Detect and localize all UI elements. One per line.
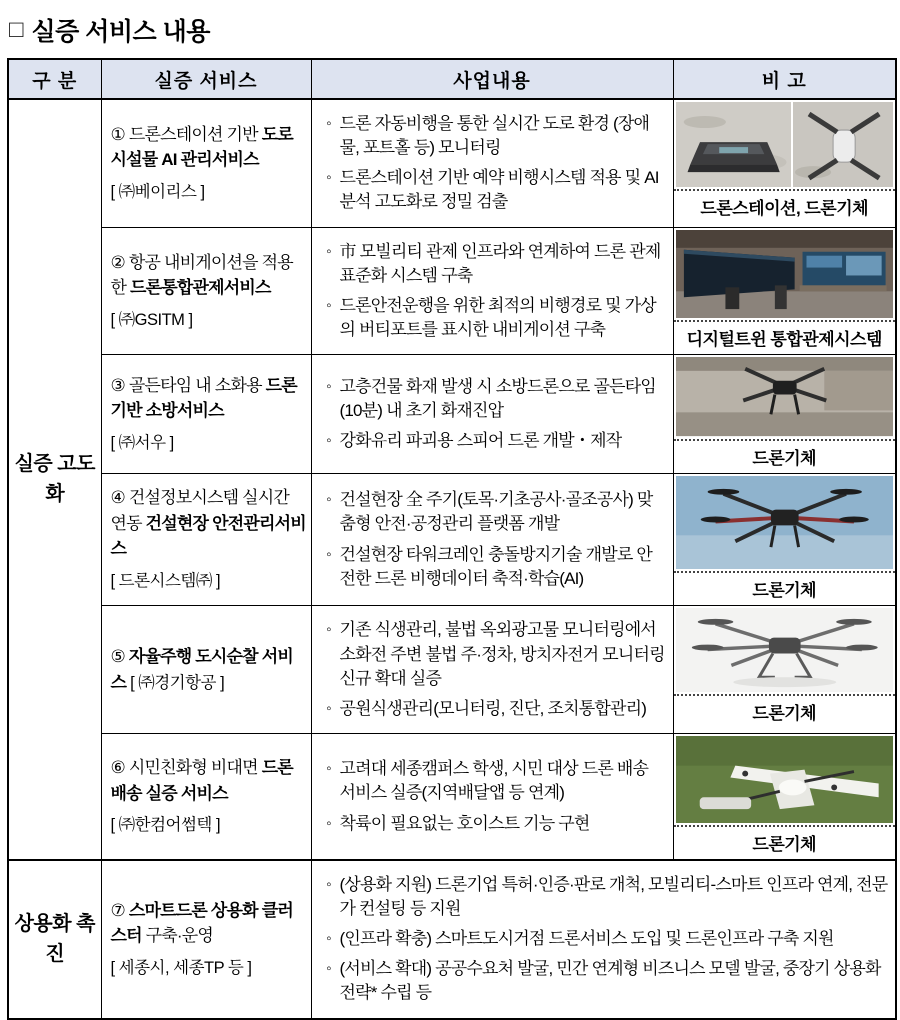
header-category: 구 분 — [8, 59, 101, 99]
drone-workshop-photo — [676, 357, 894, 436]
service-cell-2 — [101, 227, 311, 355]
list-item — [318, 812, 667, 836]
list-item — [318, 294, 667, 342]
remark-caption: 디지털트윈 통합관제시스템 — [674, 320, 896, 354]
list-item-text: 건설현장 타워크레인 충돌방지기술 개발로 안전한 드론 비행데이터 축적·학습(AI) — [339, 544, 653, 588]
service-text-bold: 스마트드론 상용화 클러스터 — [110, 900, 293, 946]
list-item — [318, 112, 667, 160]
list-item — [318, 543, 667, 591]
service-cell-3 — [101, 355, 311, 473]
service-org: [ ㈜한컴어썸텍 ] — [110, 816, 221, 835]
bullet-icon: ◦ — [326, 432, 331, 450]
remark-cell-2 — [673, 227, 896, 355]
remark-caption: 드론기체 — [674, 439, 896, 473]
remark-caption: 드론기체 — [674, 571, 896, 605]
list-item — [318, 429, 667, 453]
service-org: [ ㈜베이리스 ] — [110, 182, 205, 201]
header-remark: 비 고 — [673, 59, 896, 99]
hexacopter-sky-photo — [676, 476, 894, 570]
table-row — [8, 733, 896, 860]
list-item — [318, 488, 667, 536]
header-service: 실증 서비스 — [101, 59, 311, 99]
list-item-text: 공원식생관리(모니터링, 진단, 조치통합관리) — [339, 698, 647, 718]
list-item — [318, 618, 667, 690]
page-title-text: 실증 서비스 내용 — [31, 18, 210, 46]
remark-cell-5 — [673, 606, 896, 734]
list-item — [318, 375, 667, 423]
service-text: ⑤ — [110, 647, 129, 667]
bullet-icon: ◦ — [326, 621, 331, 639]
list-item-text: 드론스테이션 기반 예약 비행시스템 적용 및 AI 분석 고도화로 정밀 검출 — [339, 168, 659, 212]
group-cell-demo: 실증 고도화 — [8, 99, 101, 860]
service-cell-7 — [101, 860, 311, 1019]
service-text-bold: 자율주행 도시순찰 서비스 — [110, 647, 293, 692]
table-row — [8, 606, 896, 734]
list-item-text: 착륙이 필요없는 호이스트 기능 구현 — [339, 813, 590, 833]
list-item — [318, 166, 667, 214]
service-org: [ ㈜경기항공 ] — [130, 673, 225, 692]
list-item-text: 기존 식생관리, 불법 옥외광고물 모니터링에서 소화전 주변 불법 주·정차, 방치자전거 모니터링 신규 확대 실증 — [339, 620, 665, 688]
remark-caption: 드론기체 — [674, 825, 896, 859]
service-org: [ ㈜GSITM ] — [110, 310, 193, 329]
bullet-icon: ◦ — [326, 296, 331, 314]
list-item-text: (상용화 지원) 드론기업 특허·인증·판로 개척, 모빌리티-스마트 인프라 연계, 전문가 컨설팅 등 지원 — [339, 874, 888, 919]
service-text-bold: 드론통합관제서비스 — [130, 278, 271, 298]
list-item — [318, 697, 667, 721]
fixed-wing-drone-photo — [676, 736, 894, 823]
remark-cell-3 — [673, 355, 896, 473]
bullet-icon: ◦ — [326, 242, 331, 260]
list-item-text: (서비스 확대) 공공수요처 발굴, 민간 연계형 비즈니스 모델 발굴, 중장기 상용화 전략* 수립 등 — [339, 959, 881, 1003]
bullet-icon: ◦ — [326, 875, 331, 893]
service-table — [7, 58, 897, 1020]
list-item-text: (인프라 확충) 스마트도시거점 드론서비스 도입 및 드론인프라 구축 지원 — [339, 929, 834, 949]
service-text: ⑥ 시민친화형 비대면 — [110, 758, 262, 778]
table-row — [8, 99, 896, 227]
service-text: ⑦ — [110, 900, 129, 920]
list-item-text: 고층건물 화재 발생 시 소방드론으로 골든타임(10분) 내 초기 화재진압 — [339, 376, 656, 420]
service-text: ② 항공 내비게이션을 적용한 — [110, 252, 293, 298]
list-item — [318, 757, 667, 805]
list-item-text: 고려대 세종캠퍼스 학생, 시민 대상 드론 배송 서비스 실증(지역배달앱 등 연계) — [339, 759, 649, 803]
service-org: [ 세종시, 세종TP 등 ] — [110, 958, 252, 977]
bullet-icon: ◦ — [326, 377, 331, 395]
service-text-bold: 드론기반 소방서비스 — [110, 375, 297, 421]
remark-cell-6 — [673, 733, 896, 860]
remark-cell-1 — [673, 99, 896, 227]
content-cell-7 — [311, 860, 896, 1019]
list-item — [318, 873, 890, 921]
hexacopter-render-photo — [676, 608, 894, 692]
drone-station-photo — [676, 102, 791, 187]
header-business: 사업내용 — [311, 59, 673, 99]
list-item-text: 市 모빌리티 관제 인프라와 연계하여 드론 관제 표준화 시스템 구축 — [339, 241, 661, 285]
service-text-bold: 건설현장 안전관리서비스 — [110, 513, 306, 559]
service-text: ④ 건설정보시스템 실시간 연동 — [110, 488, 290, 533]
service-cell-1 — [101, 99, 311, 227]
service-org: [ 드론시스템㈜ ] — [110, 571, 221, 590]
bullet-icon: ◦ — [326, 115, 331, 132]
page-title — [7, 8, 895, 58]
list-item — [318, 927, 890, 951]
table-row — [8, 227, 896, 355]
content-cell-3 — [311, 355, 673, 473]
bullet-icon: ◦ — [326, 491, 331, 509]
service-cell-4 — [101, 473, 311, 606]
table-row — [8, 473, 896, 606]
content-cell-2 — [311, 227, 673, 355]
list-item-text: 강화유리 파괴용 스피어 드론 개발・제작 — [339, 431, 622, 451]
list-item — [318, 957, 890, 1005]
content-cell-6 — [311, 733, 673, 860]
content-cell-1 — [311, 99, 673, 227]
service-org: [ ㈜서우 ] — [110, 433, 174, 452]
service-text: ① 드론스테이션 기반 — [110, 124, 262, 144]
drone-photo — [793, 102, 893, 187]
bullet-icon: ◦ — [326, 545, 331, 563]
bullet-icon: ◦ — [326, 814, 331, 832]
list-item-text: 드론안전운행을 위한 최적의 비행경로 및 가상의 버티포트를 표시한 내비게이션 구축 — [339, 295, 656, 340]
service-text: ③ 골든타임 내 소화용 — [110, 375, 266, 395]
remark-caption: 드론스테이션, 드론기체 — [674, 189, 896, 223]
square-bullet-icon: □ — [9, 16, 24, 43]
list-item — [318, 240, 667, 288]
remark-cell-4 — [673, 473, 896, 606]
service-text-bold: 도로시설물 AI 관리서비스 — [110, 124, 293, 170]
group-cell-commercial: 상용화 촉진 — [8, 860, 101, 1019]
table-row — [8, 860, 896, 1019]
service-text: 구축·운영 — [141, 926, 214, 946]
service-cell-6 — [101, 733, 311, 860]
table-header-row — [8, 59, 896, 99]
list-item-text: 건설현장 全 주기(토목·기초공사·골조공사) 맞춤형 안전·공정관리 플랫폼 개발 — [339, 490, 653, 534]
service-cell-5 — [101, 606, 311, 734]
bullet-icon: ◦ — [326, 960, 331, 978]
list-item-text: 드론 자동비행을 통한 실시간 도로 환경 (장애물, 포트홀 등) 모니터링 — [339, 114, 650, 158]
bullet-icon: ◦ — [326, 930, 331, 948]
bullet-icon: ◦ — [326, 760, 331, 778]
control-room-photo — [676, 230, 894, 319]
table-row — [8, 355, 896, 473]
remark-caption: 드론기체 — [674, 694, 896, 728]
bullet-icon: ◦ — [326, 699, 331, 717]
content-cell-5 — [311, 606, 673, 734]
service-text-bold: 드론배송 실증 서비스 — [110, 758, 293, 803]
content-cell-4 — [311, 473, 673, 606]
bullet-icon: ◦ — [326, 169, 331, 187]
